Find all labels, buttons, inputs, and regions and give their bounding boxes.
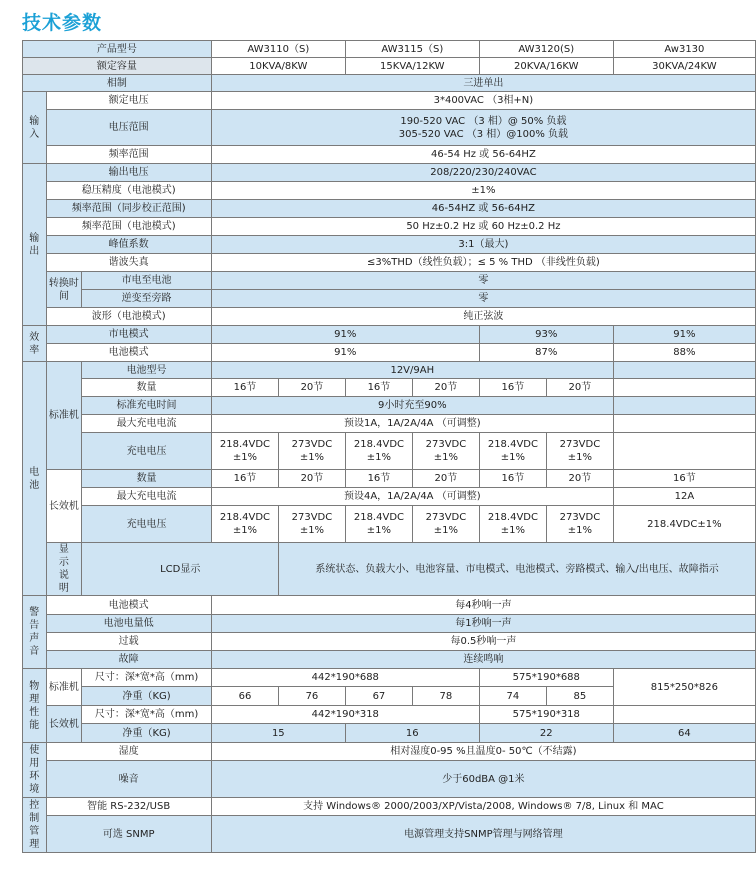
row-alarm-4: [23, 651, 756, 669]
charge-v-std-6-tol: ±1%: [567, 452, 593, 463]
charge-v-long-2: [279, 506, 346, 543]
row-output-accuracy: [23, 182, 756, 200]
charge-v-std-3-value: 218.4VDC: [353, 439, 404, 450]
charge-v-long-4-value: 273VDC: [425, 512, 467, 523]
batt-qty-long-5: 16节: [479, 470, 546, 488]
section-management: [23, 798, 47, 853]
charge-v-long-3-value: 218.4VDC: [353, 512, 404, 523]
label-transfer-mains-batt: 市电至电池: [82, 272, 211, 290]
label-charge-v-std: 充电电压: [82, 433, 211, 470]
charge-v-long-5-value: 218.4VDC: [487, 512, 538, 523]
charge-v-std-5: [479, 433, 546, 470]
eff-mains-3: 91%: [613, 326, 755, 344]
row-dim-long: [23, 706, 756, 724]
label-snmp: 可选 SNMP: [46, 816, 211, 853]
label-batt-type: 电池型号: [82, 362, 211, 379]
value-output-freq-batt: 50 Hz±0.2 Hz 或 60 Hz±0.2 Hz: [211, 218, 755, 236]
value-rs232: 支持 Windows® 2000/2003/XP/Vista/2008, Windows® 7/8, Linux 和 MAC: [211, 798, 755, 816]
section-display-label: 显示说明: [58, 544, 69, 594]
section-battery-label: 电池: [29, 466, 40, 491]
label-humidity: 湿度: [46, 743, 211, 761]
value-max-current-long: 预设4A，1A/2A/4A （可调整): [211, 488, 613, 506]
label-weight-long: 净重（KG): [82, 724, 211, 743]
section-efficiency-label: 效率: [29, 331, 40, 356]
section-environment: [23, 743, 47, 798]
capacity-1: 10KVA/8KW: [211, 58, 345, 75]
label-model: 产品型号: [23, 41, 212, 58]
charge-v-std-2-tol: ±1%: [299, 452, 325, 463]
row-input-range: [23, 110, 756, 146]
value-output-voltage: 208/220/230/240VAC: [211, 164, 755, 182]
value-max-current-long-30: 12A: [613, 488, 755, 506]
row-model: [23, 41, 756, 58]
row-transfer-inv-bypass: [23, 290, 756, 308]
charge-v-std-2-value: 273VDC: [291, 439, 333, 450]
max-current-std-30-empty: [613, 415, 755, 433]
row-rs232: [23, 798, 756, 816]
value-input-voltage: 3*400VAC （3相+N): [211, 92, 755, 110]
value-humidity: 相对湿度0-95 %且温度0- 50℃（不结露): [211, 743, 755, 761]
label-output-thd: 谐波失真: [46, 254, 211, 272]
row-eff-mains: [23, 326, 756, 344]
row-capacity: [23, 58, 756, 75]
weight-long-4: 64: [613, 724, 755, 743]
charge-v-long-5: [479, 506, 546, 543]
row-noise: [23, 761, 756, 798]
label-alarm-4: 故障: [46, 651, 211, 669]
batt-qty-std-6: 20节: [547, 379, 614, 397]
charge-v-long-3-tol: ±1%: [366, 525, 392, 536]
label-eff-mains: 市电模式: [46, 326, 211, 344]
row-alarm-2: [23, 615, 756, 633]
row-alarm-3: [23, 633, 756, 651]
section-alarm-label: 警告声音: [29, 607, 40, 657]
row-charge-v-std: [23, 433, 756, 470]
row-alarm-1: [23, 596, 756, 615]
section-input: [23, 92, 47, 164]
section-physical-label: 物理性能: [29, 680, 40, 731]
weight-long-3: 22: [479, 724, 613, 743]
label-charge-time: 标准充电时间: [82, 397, 211, 415]
value-output-thd: ≤3%THD（线性负载）；≤ 5 % THD （非线性负载): [211, 254, 755, 272]
dim-long-a: 442*190*318: [211, 706, 479, 724]
label-input-voltage: 额定电压: [46, 92, 211, 110]
row-phase: [23, 75, 756, 92]
label-lcd: LCD显示: [82, 543, 279, 596]
row-lcd: [23, 543, 756, 596]
label-alarm-1: 电池模式: [46, 596, 211, 615]
label-dim-std: 尺寸：深*宽*高（mm): [82, 669, 211, 687]
charge-v-long-1-tol: ±1%: [232, 525, 258, 536]
row-humidity: [23, 743, 756, 761]
dim-std-30: 815*250*826: [613, 669, 755, 706]
row-eff-battery: [23, 344, 756, 362]
row-output-thd: [23, 254, 756, 272]
section-display: [46, 543, 82, 596]
charge-v-std-3-tol: ±1%: [366, 452, 392, 463]
value-alarm-3: 每0.5秒响一声: [211, 633, 755, 651]
row-charge-v-long: [23, 506, 756, 543]
page-title: 技术参数: [22, 12, 103, 34]
section-physical: [23, 669, 47, 743]
batt-qty-std-3: 16节: [345, 379, 412, 397]
charge-v-long-6-tol: ±1%: [567, 525, 593, 536]
row-batt-type: [23, 362, 756, 379]
label-waveform: 波形（电池模式): [46, 308, 211, 326]
label-phase: 相制: [23, 75, 212, 92]
label-max-current-long: 最大充电电流: [82, 488, 211, 506]
dim-long-30-empty: [613, 706, 755, 724]
charge-v-long-1-value: 218.4VDC: [219, 512, 271, 523]
row-waveform: [23, 308, 756, 326]
label-batt-qty-long: 数量: [82, 470, 211, 488]
value-noise: 少于60dBA @1米: [211, 761, 755, 798]
label-charge-v-long: 充电电压: [82, 506, 211, 543]
label-output-voltage: 输出电压: [46, 164, 211, 182]
batt-qty-long-6: 20节: [547, 470, 614, 488]
model-3: AW3120(S): [479, 41, 613, 58]
section-battery: [23, 362, 47, 596]
label-transfer: 转换时间: [46, 272, 82, 308]
charge-time-30-empty: [613, 397, 755, 415]
label-input-range: 电压范围: [46, 110, 211, 146]
row-max-current-long: [23, 488, 756, 506]
charge-v-long-4: [413, 506, 480, 543]
weight-std-6: 85: [547, 687, 614, 706]
batt-qty-std-30-empty: [613, 379, 755, 397]
charge-v-long-4-tol: ±1%: [433, 525, 459, 536]
model-4: Aw3130: [613, 41, 755, 58]
row-transfer-mains-batt: [23, 272, 756, 290]
label-dim-long: 尺寸：深*宽*高（mm): [82, 706, 211, 724]
value-snmp: 电源管理支持SNMP管理与网络管理: [211, 816, 755, 853]
batt-qty-long-7: 16节: [613, 470, 755, 488]
label-weight-std: 净重（KG): [82, 687, 211, 706]
capacity-2: 15KVA/12KW: [345, 58, 479, 75]
label-output-accuracy: 稳压精度（电池模式): [46, 182, 211, 200]
section-output-label: 输出: [29, 232, 40, 257]
label-physical-long: 长效机: [46, 706, 82, 743]
batt-qty-long-4: 20节: [413, 470, 480, 488]
row-dim-std: [23, 669, 756, 687]
eff-battery-3: 88%: [613, 344, 755, 362]
weight-std-4: 78: [413, 687, 480, 706]
batt-qty-long-3: 16节: [345, 470, 412, 488]
batt-qty-long-2: 20节: [279, 470, 346, 488]
label-physical-standard: 标准机: [46, 669, 82, 706]
value-batt-type: 12V/9AH: [211, 362, 613, 379]
charge-v-std-4: [413, 433, 480, 470]
row-output-freq-batt: [23, 218, 756, 236]
charge-v-std-1-tol: ±1%: [232, 452, 258, 463]
batt-qty-std-4: 20节: [413, 379, 480, 397]
weight-long-2: 16: [345, 724, 479, 743]
batt-qty-std-1: 16节: [211, 379, 278, 397]
model-2: AW3115（S): [345, 41, 479, 58]
row-output-voltage: [23, 164, 756, 182]
label-alarm-3: 过载: [46, 633, 211, 651]
charge-v-std-3: [345, 433, 412, 470]
label-battery-standard: 标准机: [46, 362, 82, 470]
label-transfer-inv-bypass: 逆变至旁路: [82, 290, 211, 308]
value-alarm-1: 每4秒响一声: [211, 596, 755, 615]
label-eff-battery: 电池模式: [46, 344, 211, 362]
charge-v-std-2: [279, 433, 346, 470]
eff-mains-2: 93%: [479, 326, 613, 344]
charge-v-long-5-tol: ±1%: [500, 525, 526, 536]
charge-v-long-1: [211, 506, 278, 543]
value-output-crest: 3:1（最大): [211, 236, 755, 254]
section-environment-label: 使用环境: [29, 745, 40, 795]
value-max-current-std: 预设1A，1A/2A/4A （可调整): [211, 415, 613, 433]
row-max-current-std: [23, 415, 756, 433]
row-weight-long: [23, 724, 756, 743]
input-range-line1: 190-520 VAC （3 相）@ 50% 负载: [400, 115, 567, 127]
value-waveform: 纯正弦波: [211, 308, 755, 326]
label-batt-qty-std: 数量: [82, 379, 211, 397]
batt-qty-std-5: 16节: [479, 379, 546, 397]
row-output-crest: [23, 236, 756, 254]
charge-v-std-1: [211, 433, 278, 470]
value-input-range: [211, 110, 755, 146]
capacity-4: 30KVA/24KW: [613, 58, 755, 75]
charge-v-long-2-value: 273VDC: [291, 512, 333, 523]
dim-long-b: 575*190*318: [479, 706, 613, 724]
value-output-freq-sync: 46-54HZ 或 56-64HZ: [211, 200, 755, 218]
eff-battery-2: 87%: [479, 344, 613, 362]
weight-long-1: 15: [211, 724, 345, 743]
charge-v-std-1-value: 218.4VDC: [219, 439, 271, 450]
charge-v-long-30: 218.4VDC±1%: [613, 506, 755, 543]
label-noise: 噪音: [46, 761, 211, 798]
batt-qty-std-2: 20节: [279, 379, 346, 397]
batt-type-30-empty: [613, 362, 755, 379]
value-input-freq: 46-54 Hz 或 56-64HZ: [211, 146, 755, 164]
charge-v-std-4-value: 273VDC: [425, 439, 467, 450]
eff-battery-1: 91%: [211, 344, 479, 362]
label-max-current-std: 最大充电电流: [82, 415, 211, 433]
section-efficiency: [23, 326, 47, 362]
input-range-line2: 305-520 VAC （3 相）@100% 负载: [398, 128, 569, 140]
label-rs232: 智能 RS-232/USB: [46, 798, 211, 816]
charge-v-long-6-value: 273VDC: [559, 512, 601, 523]
value-alarm-4: 连续鸣响: [211, 651, 755, 669]
charge-v-long-3: [345, 506, 412, 543]
dim-std-b: 575*190*688: [479, 669, 613, 687]
row-input-freq: [23, 146, 756, 164]
value-output-accuracy: ±1%: [211, 182, 755, 200]
weight-std-1: 66: [211, 687, 278, 706]
label-output-freq-sync: 频率范围（同步校正范围): [46, 200, 211, 218]
section-alarm: [23, 596, 47, 669]
label-battery-long: 长效机: [46, 470, 82, 543]
label-output-freq-batt: 频率范围（电池模式): [46, 218, 211, 236]
weight-std-2: 76: [279, 687, 346, 706]
value-transfer-mains-batt: 零: [211, 272, 755, 290]
section-management-label: 控制管理: [29, 800, 40, 850]
row-input-voltage: [23, 92, 756, 110]
weight-std-5: 74: [479, 687, 546, 706]
spec-table: [22, 40, 756, 853]
section-output: [23, 164, 47, 326]
row-output-freq-sync: [23, 200, 756, 218]
row-snmp: [23, 816, 756, 853]
row-charge-time: [23, 397, 756, 415]
capacity-3: 20KVA/16KW: [479, 58, 613, 75]
value-transfer-inv-bypass: 零: [211, 290, 755, 308]
weight-std-3: 67: [345, 687, 412, 706]
model-1: AW3110（S): [211, 41, 345, 58]
value-phase: 三进单出: [211, 75, 755, 92]
charge-v-std-30-empty: [613, 433, 755, 470]
charge-v-std-5-tol: ±1%: [500, 452, 526, 463]
charge-v-std-6-value: 273VDC: [559, 439, 601, 450]
label-output-crest: 峰值系数: [46, 236, 211, 254]
label-input-freq: 频率范围: [46, 146, 211, 164]
value-lcd: 系统状态、负载大小、电池容量、市电模式、电池模式、旁路模式、输入/出电压、故障指示: [279, 543, 756, 596]
eff-mains-1: 91%: [211, 326, 479, 344]
row-batt-qty-long: [23, 470, 756, 488]
label-alarm-2: 电池电量低: [46, 615, 211, 633]
label-capacity: 额定容量: [23, 58, 212, 75]
charge-v-long-6: [547, 506, 614, 543]
value-charge-time: 9小时充至90%: [211, 397, 613, 415]
charge-v-std-4-tol: ±1%: [433, 452, 459, 463]
section-input-label: 输入: [29, 115, 40, 140]
charge-v-std-5-value: 218.4VDC: [487, 439, 538, 450]
row-batt-qty-std: [23, 379, 756, 397]
batt-qty-long-1: 16节: [211, 470, 278, 488]
charge-v-std-6: [547, 433, 614, 470]
value-alarm-2: 每1秒响一声: [211, 615, 755, 633]
dim-std-a: 442*190*688: [211, 669, 479, 687]
charge-v-long-2-tol: ±1%: [299, 525, 325, 536]
